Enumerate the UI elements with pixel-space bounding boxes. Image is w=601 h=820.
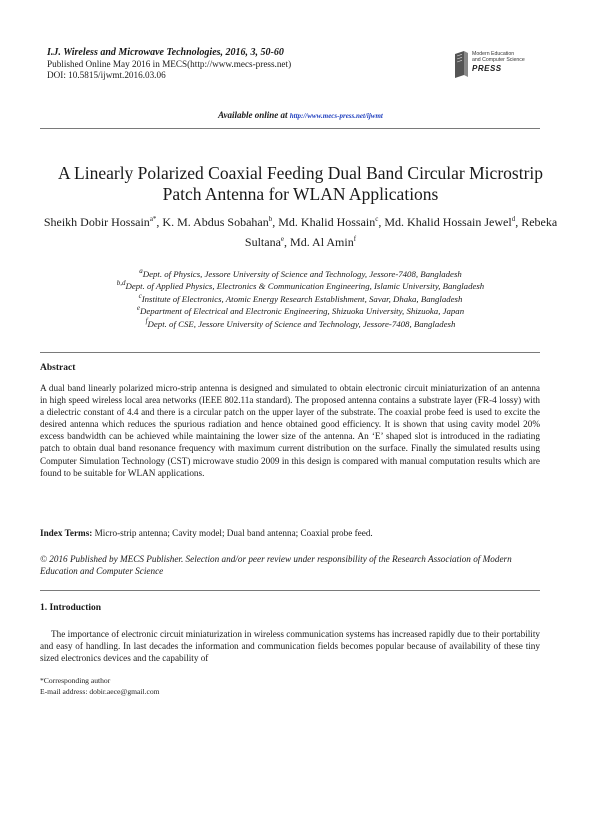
section-heading: 1. Introduction — [40, 603, 102, 613]
index-terms-label: Index Terms: — [40, 528, 93, 538]
title-line-1: A Linearly Polarized Coaxial Feeding Dual Band Circular Microstrip — [57, 163, 544, 183]
journal-citation: I.J. Wireless and Microwave Technologies, 2016, 3, 50-60 — [47, 47, 284, 58]
published-online: Published Online May 2016 in MECS(http://www.mecs-press.net) — [47, 59, 292, 69]
intro-text: The importance of electronic circuit miniaturization in wireless communication systems has increased rapidly due to their portability and easy of handling. In last decades the information and communication fields becomes popular because of availability of these tiny sized electronics devices and the capability of — [40, 629, 540, 664]
header-divider — [40, 128, 540, 129]
author: K. M. Abdus Sobahan$^b$, — [162, 215, 279, 229]
title-line-2: Patch Antenna for WLAN Applications — [162, 184, 439, 204]
affiliation: $^{b,d}$Dept. of Applied Physics, Electronics & Communication Engineering, Islamic University, Bangladesh — [116, 279, 485, 291]
publisher-logo — [453, 46, 563, 86]
abstract-heading: Abstract — [40, 363, 76, 373]
author: Md. Al Amin$^f$ — [290, 235, 357, 249]
doi: DOI: 10.5815/ijwmt.2016.03.06 — [47, 70, 166, 80]
paper-title — [30, 163, 571, 205]
abstract-text: A dual band linearly polarized micro-strip antenna is designed and simulated to obtain electronic circuit miniaturization of an antenna in high speed wireless local area networks (IEEE 802.11a standard). The proposed antenna contains a substrate layer (FR-4 lossy) with a dielectric constant of 4.4 and there is a circular patch on the upper layer of the substrate. The coaxial probe feed is used to excite the desired antenna which reduces the spurious radiation and hence obtained good efficiency. It is shown that using cavity model 20% excess bandwidth can be achieved while maintaining the lower size of the antenna. An ‘E’ shaped slot is introduced in the radiating patch to obtain dual band resonance frequency with maximum current distribution on the surface. Finally the simulated results using Computer Simulation Technology (CST) microwave studio 2009 in this design is compared with manual computation results which are found to be suitable for WLAN applications. — [40, 383, 540, 478]
intro-divider — [40, 590, 540, 591]
affiliation: $^f$Dept. of CSE, Jessore University of Science and Technology, Jessore-7408, Bangladesh — [145, 317, 456, 329]
logo-press: PRESS — [472, 64, 502, 73]
email-address: E-mail address: dobir.aece@gmail.com — [40, 687, 160, 696]
index-terms-text: Micro-strip antenna; Cavity model; Dual band antenna; Coaxial probe feed. — [92, 528, 373, 538]
copyright-notice: © 2016 Published by MECS Publisher. Selection and/or peer review under responsibility of the Research Association of Modern Education and Computer Science — [40, 554, 512, 577]
available-label: Available online at — [218, 110, 288, 120]
affiliation: $^a$Dept. of Physics, Jessore University of Science and Technology, Jessore-7408, Bangladesh — [139, 267, 462, 279]
index-terms — [40, 528, 540, 538]
affiliation: $^e$Department of Electrical and Electronic Engineering, Shizuoka University, Shizuoka, Japan — [136, 304, 465, 316]
available-online — [0, 110, 601, 120]
author: Rebeka Sultana$^e$, — [244, 215, 558, 249]
author: Md. Khalid Hossain Jewel$^d$, — [384, 215, 522, 229]
affiliation: $^c$Institute of Electronics, Atomic Energy Research Establishment, Savar, Dhaka, Bangladesh — [138, 292, 463, 304]
journal-link[interactable]: http://www.mecs-press.net/ijwmt — [289, 112, 383, 120]
author: Md. Khalid Hossain$^c$, — [278, 215, 385, 229]
logo-line-2: and Computer Science — [472, 56, 525, 63]
logo-line-1: Modern Education — [472, 51, 515, 57]
abstract-divider — [40, 352, 540, 353]
author: Sheikh Dobir Hossain$^{a*}$, — [43, 215, 163, 229]
author-list — [30, 211, 571, 251]
corresponding-author: *Corresponding author — [40, 676, 111, 685]
book-icon — [453, 50, 471, 80]
